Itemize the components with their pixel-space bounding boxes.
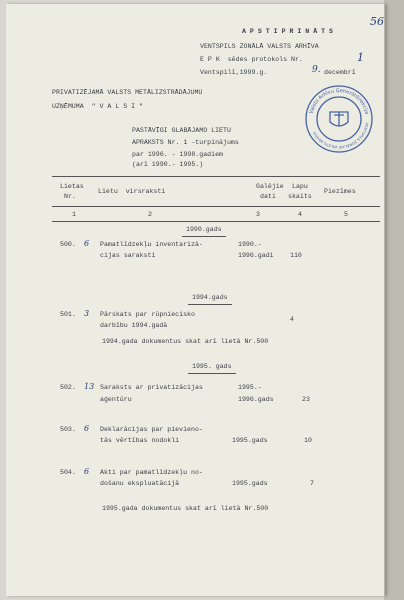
header-col1-line1: Lietas [60, 183, 84, 190]
row-dates-line2: 1996.gadi [238, 252, 274, 259]
row-dates-line1: 1995.gads [232, 437, 268, 444]
header-col4-line2: skaits [288, 193, 312, 200]
table-number-rule [52, 221, 380, 222]
row-title-line1: Pārskats par rūpniecisko [100, 311, 195, 318]
row-page-count: 23 [302, 396, 310, 403]
header-num-5: 5 [344, 211, 348, 218]
organisation-line1: PRIVATIZĒJAMĀ VALSTS METĀLIZSTRĀDĀJUMU [52, 89, 203, 96]
row-dates-line1: 1995.gads [232, 480, 268, 487]
approval-place-date: Ventspilī,1999.g. [200, 69, 268, 76]
row-title-line2: došanu ekspluatācijā [100, 480, 180, 487]
organisation-line2: UZŅĒMUMA " V A L S I " [52, 103, 144, 110]
row-number: 502. [60, 384, 76, 391]
row-number: 503. [60, 426, 76, 433]
section-underline [188, 373, 236, 374]
header-num-4: 4 [298, 211, 302, 218]
row-handwritten-mark: 3 [84, 309, 90, 318]
row-title-line2: cijas saraksti [100, 252, 156, 259]
row-title-line1: Deklarācijas par pievieno- [100, 426, 203, 433]
header-num-1: 1 [72, 211, 76, 218]
protocol-number: 1 [357, 51, 364, 64]
page-edge [384, 0, 404, 600]
doc-title-line3: par 1996. - 1998.gadiem [132, 151, 224, 158]
doc-title-line4: (arī 1990.- 1995.) [132, 161, 204, 168]
approval-month: decembrī [324, 69, 356, 76]
row-title-line2: tās vērtības nodokli [100, 437, 180, 444]
approval-title: A P S T I P R I N Ā T S [242, 28, 334, 35]
row-page-count: 4 [290, 316, 294, 323]
row-handwritten-mark: 6 [84, 239, 90, 248]
row-title-line1: Pamatlīdzekļu inventarizā- [100, 241, 203, 248]
svg-text:Valsts Arhīvu Ģenerāldirekcija: Valsts Arhīvu Ģenerāldirekcija [308, 87, 370, 115]
header-col1-line2: Nr. [64, 193, 76, 200]
folio-number: 56 [370, 15, 384, 28]
section-underline [182, 236, 226, 237]
section-heading: 1990.gads [186, 226, 222, 233]
row-dates-line1: 1990.- [238, 241, 262, 248]
header-col2: Lietu virsraksti [98, 188, 166, 195]
doc-title-line1: PASTĀVĪGI GLABĀJAMO LIETU [132, 127, 231, 134]
row-dates-line1: 1995.- [238, 384, 262, 391]
row-title-line1: Saraksts ar privatizācijas [100, 384, 203, 391]
row-title-line2: darbību 1994.gadā [100, 322, 168, 329]
row-title-line1: Akti par pamatlīdzekļu no- [100, 469, 203, 476]
row-dates-line2: 1996.gads [238, 396, 274, 403]
section-heading: 1995. gads [192, 363, 232, 370]
archive-page [6, 4, 385, 596]
header-col3-line2: dati [260, 193, 276, 200]
table-top-rule [52, 176, 380, 177]
row-page-count: 110 [290, 252, 302, 259]
cross-reference-note: 1994.gada dokumentus skat arī lietā Nr.500 [102, 338, 269, 345]
row-title-line2: aģentūru [100, 396, 132, 403]
doc-title-line2: APRAKSTS Nr. 1 -turpinājums [132, 139, 239, 146]
section-heading: 1994.gads [192, 294, 228, 301]
row-handwritten-mark: 6 [84, 467, 90, 476]
row-number: 500. [60, 241, 76, 248]
header-col5: Piezīmes [324, 188, 356, 195]
row-page-count: 7 [310, 480, 314, 487]
header-col4-line1: Lapu [292, 183, 308, 190]
row-handwritten-mark: 6 [84, 424, 90, 433]
approval-archive: VENTSPILS ZONĀLĀ VALSTS ARHĪVA [200, 43, 319, 50]
row-page-count: 10 [304, 437, 312, 444]
header-num-2: 2 [148, 211, 152, 218]
cross-reference-note: 1995.gada dokumentus skat arī lietā Nr.500 [102, 505, 269, 512]
row-number: 501. [60, 311, 76, 318]
row-number: 504. [60, 469, 76, 476]
approval-protocol: E P K sēdes protokols Nr. [200, 56, 303, 63]
approval-day: 9. [312, 65, 321, 75]
table-header-rule [52, 206, 380, 207]
row-handwritten-mark: 13 [84, 382, 95, 391]
section-underline [188, 304, 232, 305]
archive-seal-stamp [304, 84, 374, 154]
header-num-3: 3 [256, 211, 260, 218]
header-col3-line1: Galējie [256, 183, 284, 190]
svg-text:VENTSPILS ZONĀLAIS VALSTS ARHĪ: VENTSPILS ZONĀLAIS VALSTS ARHĪVS [312, 122, 369, 150]
